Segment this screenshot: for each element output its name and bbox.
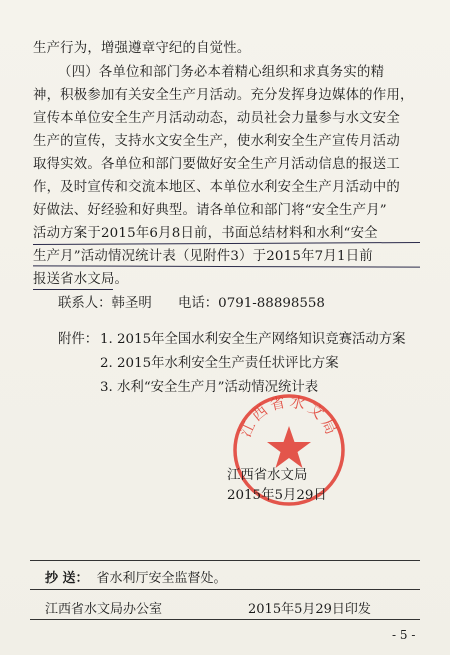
page-number: - 5 - <box>392 628 416 642</box>
attachment-item-1: 1. 2015年全国水利安全生产网络知识竞赛活动方案 <box>100 332 406 347</box>
divider <box>30 560 420 561</box>
body-line-2: （四）各单位和部门务必本着精心组织和求真务实的精 <box>58 65 385 80</box>
underline-mark <box>33 289 113 290</box>
cc-value: 省水利厅安全监督处。 <box>96 571 227 586</box>
body-line-6: 取得实效。各单位和部门要做好安全生产月活动信息的报送工 <box>33 157 400 172</box>
attachment-item-2: 2. 2015年水利安全生产责任状评比方案 <box>100 356 339 371</box>
body-line-11: 报送省水文局。 <box>33 272 129 287</box>
body-line-10: 生产月”活动情况统计表（见附件3）于2015年7月1日前 <box>33 249 373 264</box>
body-line-5: 生产的宣传，支持水文安全生产，使水利安全生产宣传月活动 <box>33 134 400 149</box>
body-line-3: 神，积极参加有关安全生产月活动。充分发挥身边媒体的作用， <box>33 88 414 103</box>
attachment-item-3: 3. 水利“安全生产月”活动情况统计表 <box>100 380 319 395</box>
attachments-label: 附件： <box>58 332 99 347</box>
svg-text:江西省水文局: 江西省水文局 <box>236 392 342 440</box>
issue-date: 2015年5月29日印发 <box>248 602 371 617</box>
underline-mark <box>33 265 420 268</box>
signature-date: 2015年5月29日 <box>227 488 327 503</box>
contact-person: 联系人：韩圣明 <box>58 296 152 311</box>
divider <box>30 589 420 590</box>
body-line-8: 好做法、好经验和好典型。请各单位和部门将“安全生产月” <box>33 203 387 218</box>
body-line-1: 生产行为，增强遵章守纪的自觉性。 <box>33 41 251 56</box>
divider <box>30 619 420 620</box>
cc-label: 抄 送： <box>45 571 89 586</box>
cc-line <box>45 567 227 586</box>
contact-phone: 电话：0791-88898558 <box>178 296 325 311</box>
body-line-9: 活动方案于2015年6月8日前，书面总结材料和水利“安全 <box>33 226 378 241</box>
body-line-7: 作，及时宣传和交流本地区、本单位水利安全生产月活动中的 <box>33 180 400 195</box>
signature-org: 江西省水文局 <box>227 468 308 483</box>
issuer: 江西省水文局办公室 <box>45 602 163 617</box>
contact-line <box>58 292 347 311</box>
body-line-4: 宣传本单位安全生产月活动动态，动员社会力量参与水文安全 <box>33 111 400 126</box>
